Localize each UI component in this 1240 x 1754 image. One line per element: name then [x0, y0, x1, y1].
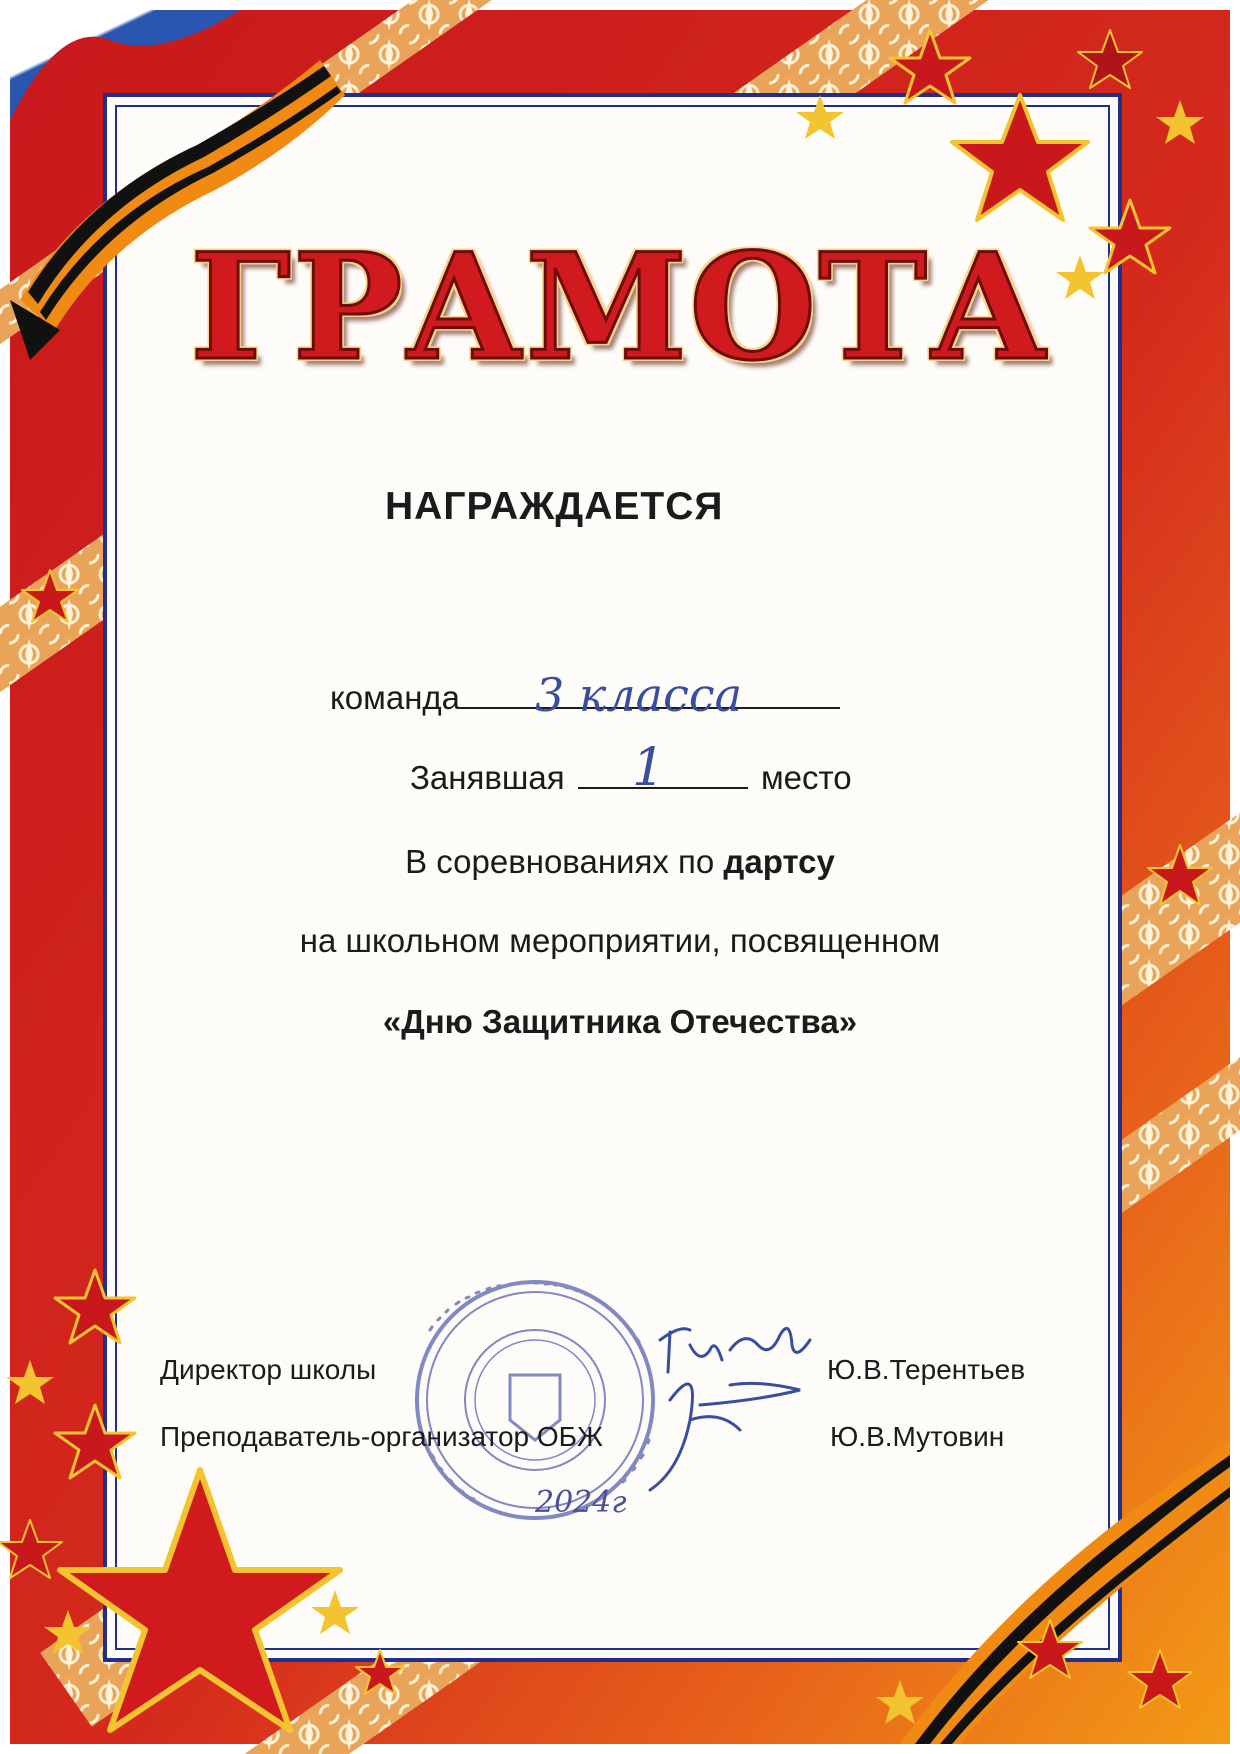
competition-sport: дартсу: [723, 843, 835, 880]
certificate-title: ГРАМОТА: [190, 222, 1050, 393]
team-label: команда: [330, 679, 461, 716]
awarded-heading: НАГРАЖДАЕТСЯ: [385, 485, 724, 528]
competition-prefix: В соревнованиях по: [405, 843, 715, 880]
director-role: Директор школы: [160, 1354, 377, 1385]
teacher-role: Преподаватель-организатор ОБЖ: [160, 1421, 603, 1452]
stamp-year-handwritten: 2024г: [535, 1485, 627, 1520]
event-name: «Дню Защитника Отечества»: [382, 1003, 858, 1040]
place-value-handwritten: 1: [632, 738, 666, 798]
competition-line: [0, 843, 1240, 881]
teacher-name: Ю.В.Мутовин: [830, 1421, 1005, 1452]
director-name: Ю.В.Терентьев: [827, 1354, 1026, 1385]
event-line: на школьном мероприятии, посвященном: [299, 922, 941, 959]
place-line: [410, 757, 852, 797]
place-label: Занявшая: [410, 759, 565, 796]
place-suffix: место: [760, 759, 852, 796]
team-value-handwritten: 3 класса: [535, 668, 743, 722]
